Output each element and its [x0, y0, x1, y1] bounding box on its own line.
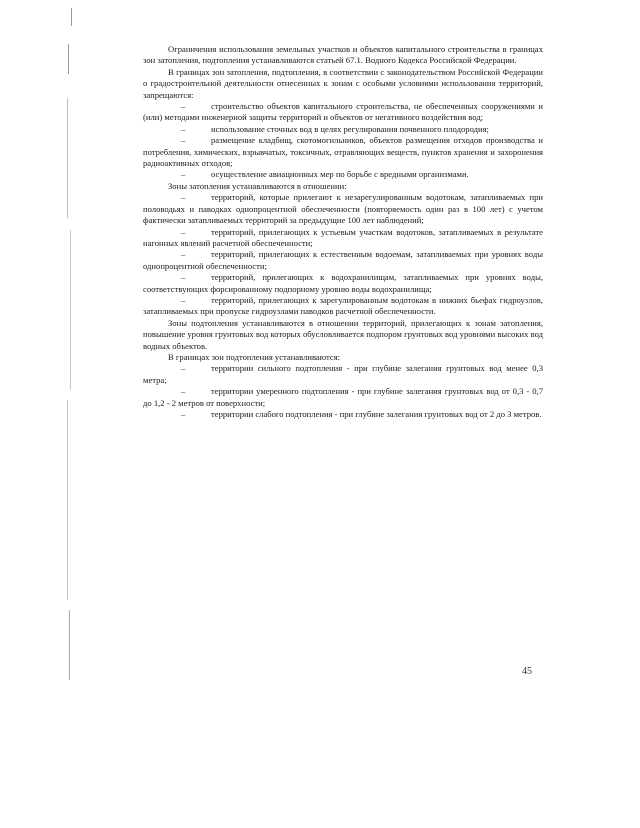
paragraph: [143, 181, 543, 192]
paragraph-text: Зоны подтопления устанавливаются в отношении территорий, прилегающих к зонам затопления, повышение уровня грунтовых вод которых обусловливается подпором грунтовых вод уровнями высоких вод водных объектов.: [143, 317, 543, 351]
bullet-dash: –: [181, 294, 186, 305]
paragraph-text: использование сточных вод в целях регулирования почвенного плодородия;: [211, 123, 489, 134]
paragraph-text: территории сильного подтопления - при глубине залегания грунтовых вод менее 0,3 метра;: [143, 363, 543, 385]
paragraph-text: территорий, прилегающих к устьевым участкам водотоков, затапливаемых в результате нагонных явлений расчетной обеспеченности;: [143, 226, 543, 248]
list-item: [143, 386, 543, 409]
list-item: [143, 249, 543, 272]
bullet-dash: –: [181, 409, 186, 419]
paragraph-text: территории умеренного подтопления - при глубине залегания грунтовых вод от 0,3 - 0,7 до 1,2 - 2 метров от поверхности;: [143, 386, 543, 408]
list-item: [143, 409, 543, 420]
paragraph: [143, 67, 543, 101]
paragraph-text: строительство объектов капитального строительства, не обеспеченных сооружениями и (или) методами инженерной защиты территорий и объектов от негативного воздействия вод;: [143, 101, 543, 123]
bullet-dash: –: [181, 386, 186, 397]
bullet-dash: –: [181, 123, 186, 134]
paragraph-text: В границах зон затопления, подтопления, в соответствии с законодательством Российской Федерации о градостроительной деятельности отнесенных к зонам с особыми условиями использования территорий, запрещаются:: [143, 66, 543, 100]
paragraph: [143, 44, 543, 67]
list-item: [143, 101, 543, 124]
document-body: [143, 44, 543, 420]
paragraph-text: территорий, которые прилегают к незарегулированным водотокам, затапливаемых при половодьях и паводках однопроцентной обеспеченности (повторяемость один раз в 100 лет) с учетом фактически затапливаемых территорий за предыдущие 100 лет наблюдений;: [143, 192, 543, 226]
bullet-dash: –: [181, 363, 186, 374]
bullet-dash: –: [181, 226, 186, 237]
bullet-dash: –: [181, 249, 186, 260]
scan-binding-edge: [62, 0, 72, 828]
paragraph-text: осуществление авиационных мер по борьбе с вредными организмами.: [211, 169, 469, 180]
list-item: [143, 272, 543, 295]
paragraph-text: территорий, прилегающих к зарегулированным водотокам в нижних бьефах гидроузлов, затапливаемых при пропуске гидроузлами паводков расчетной обеспеченности.: [143, 294, 543, 317]
list-item: [143, 227, 543, 250]
paragraph-text: размещение кладбищ, скотомогильников, объектов размещения отходов производства и потребления, химических, взрывчатых, токсичных, отравляющих веществ, пунктов хранения и захоронения радиоактивных отходов;: [143, 135, 543, 169]
paragraph-text: Ограничения использования земельных участков и объектов капитального строительства в границах зон затопления, подтопления устанавливаются статьей 67.1. Водного Кодекса Российской Федерации.: [143, 44, 543, 66]
list-item: [143, 192, 543, 226]
bullet-dash: –: [181, 272, 186, 283]
page-number: 45: [522, 666, 532, 677]
paragraph: [143, 352, 543, 363]
bullet-dash: –: [181, 135, 186, 146]
bullet-dash: –: [181, 169, 186, 180]
paragraph: [143, 318, 543, 352]
paragraph-text: Зоны затопления устанавливаются в отношении:: [168, 180, 347, 191]
list-item: [143, 169, 543, 180]
list-item: [143, 295, 543, 318]
paragraph-text: территории слабого подтопления - при глубине залегания грунтовых вод от 2 до 3 метров.: [211, 409, 542, 419]
paragraph-text: территорий, прилегающих к естественным водоемам, затапливаемых при уровнях воды однопроцентной обеспеченности;: [143, 249, 543, 271]
list-item: [143, 363, 543, 386]
paragraph-text: территорий, прилегающих к водохранилищам, затапливаемых при уровнях воды, соответствующих форсированному подпорному уровню воды водохранилища;: [143, 272, 543, 294]
bullet-dash: –: [181, 192, 186, 203]
list-item: [143, 124, 543, 135]
bullet-dash: –: [181, 101, 186, 112]
list-item: [143, 135, 543, 169]
paragraph-text: В границах зон подтопления устанавливаются:: [168, 351, 341, 362]
